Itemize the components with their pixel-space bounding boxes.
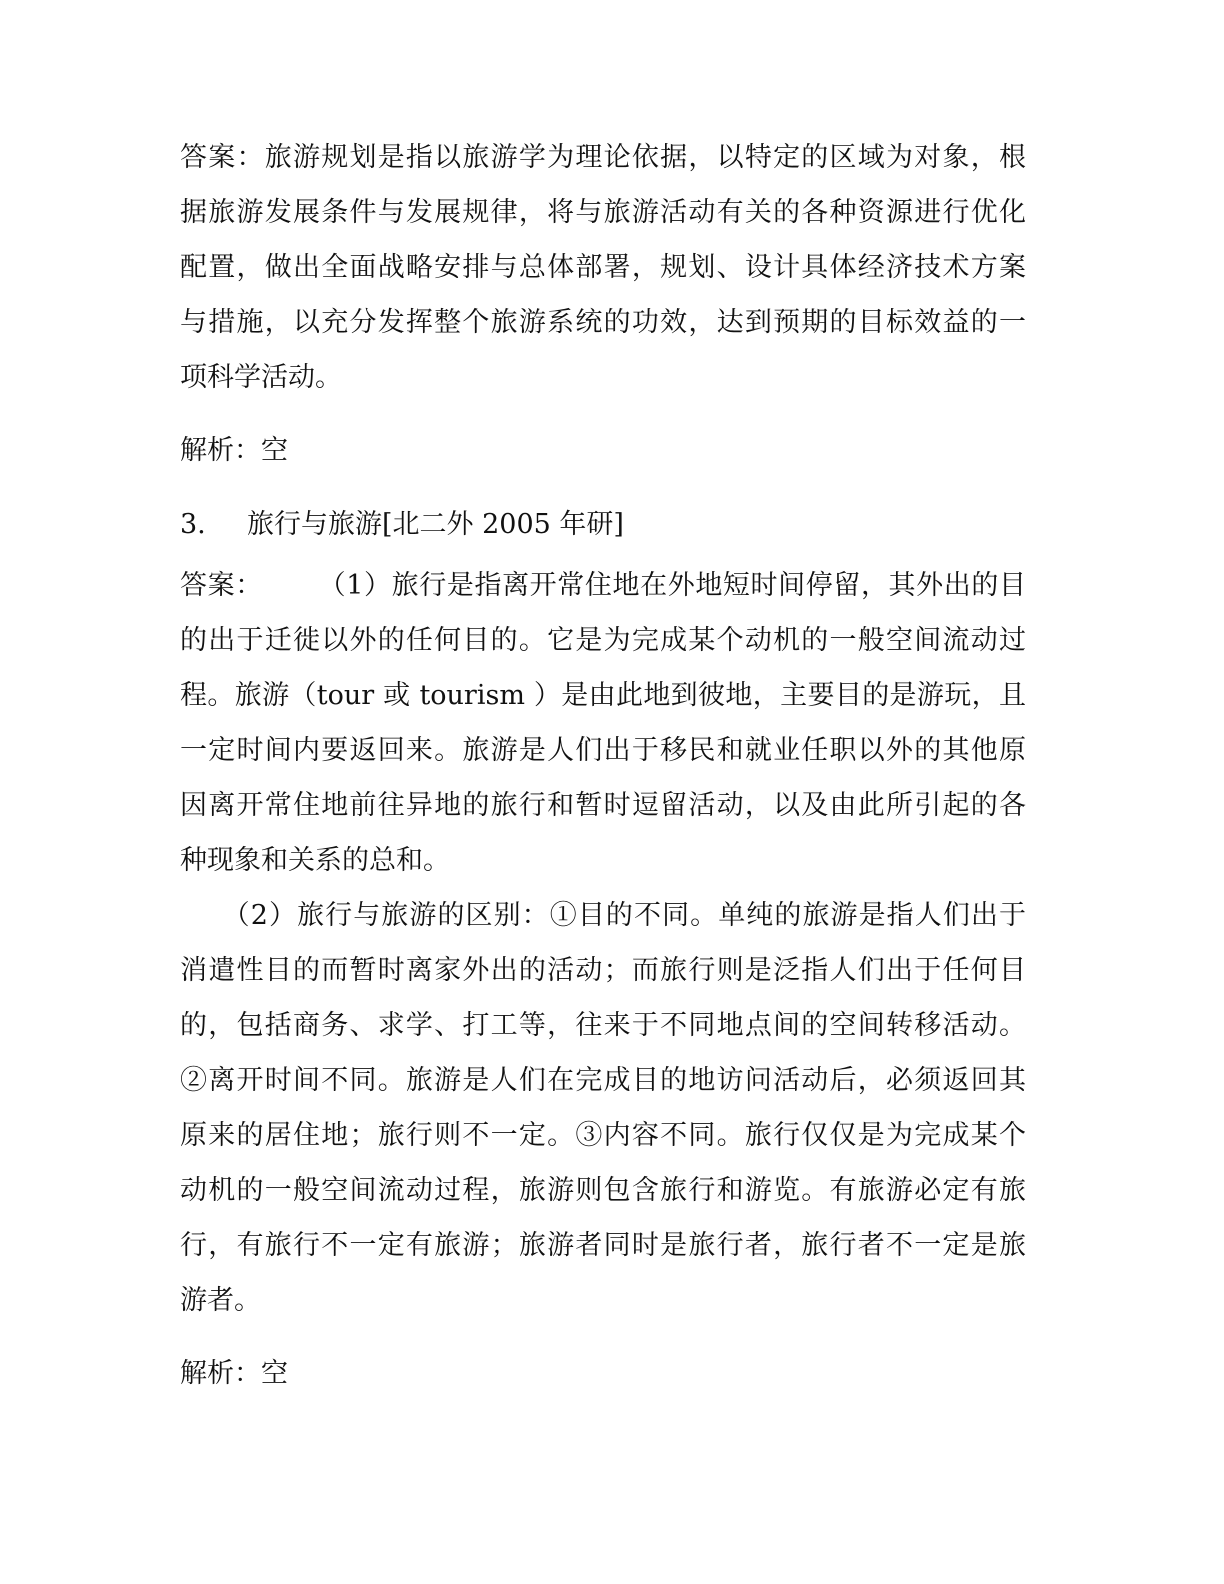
answer-line: 配置，做出全面战略安排与总体部署，规划、设计具体经济技术方案 xyxy=(180,252,1026,283)
answer-line: 答案：旅游规划是指以旅游学为理论依据，以特定的区域为对象，根 xyxy=(180,142,1026,173)
answer-line: 据旅游发展条件与发展规律，将与旅游活动有关的各种资源进行优化 xyxy=(180,197,1026,228)
question-title: 旅行与旅游[北二外 2005 年研] xyxy=(247,509,624,540)
answer-line: 行，有旅行不一定有旅游；旅游者同时是旅行者，旅行者不一定是旅 xyxy=(180,1230,1026,1261)
analysis-q3: 解析：空 xyxy=(180,1358,288,1389)
answer-line: 动机的一般空间流动过程，旅游则包含旅行和游览。有旅游必定有旅 xyxy=(180,1175,1026,1206)
answer-line: 一定时间内要返回来。旅游是人们出于移民和就业任职以外的其他原 xyxy=(180,735,1026,766)
question-number: 3. xyxy=(180,509,206,540)
answer-line: 原来的居住地；旅行则不一定。③内容不同。旅行仅仅是为完成某个 xyxy=(180,1120,1026,1151)
analysis-q2: 解析：空 xyxy=(180,435,288,466)
answer-line: 种现象和关系的总和。 xyxy=(180,845,450,876)
answer-line: 项科学活动。 xyxy=(180,362,342,393)
answer-line: 答案： （1）旅行是指离开常住地在外地短时间停留，其外出的目 xyxy=(180,570,1026,601)
answer-line: 消遣性目的而暂时离家外出的活动；而旅行则是泛指人们出于任何目 xyxy=(180,955,1026,986)
answer-line: ②离开时间不同。旅游是人们在完成目的地访问活动后，必须返回其 xyxy=(180,1065,1026,1096)
answer-line: 因离开常住地前往异地的旅行和暂时逗留活动，以及由此所引起的各 xyxy=(180,790,1026,821)
answer-line: 游者。 xyxy=(180,1285,261,1316)
answer-line: （2）旅行与旅游的区别：①目的不同。单纯的旅游是指人们出于 xyxy=(180,900,1026,931)
answer-line: 与措施，以充分发挥整个旅游系统的功效，达到预期的目标效益的一 xyxy=(180,307,1026,338)
answer-line: 的出于迁徙以外的任何目的。它是为完成某个动机的一般空间流动过 xyxy=(180,625,1026,656)
answer-line: 的，包括商务、求学、打工等，往来于不同地点间的空间转移活动。 xyxy=(180,1010,1026,1041)
answer-line: 程。旅游（tour 或 tourism ）是由此地到彼地，主要目的是游玩，且 xyxy=(180,680,1026,711)
